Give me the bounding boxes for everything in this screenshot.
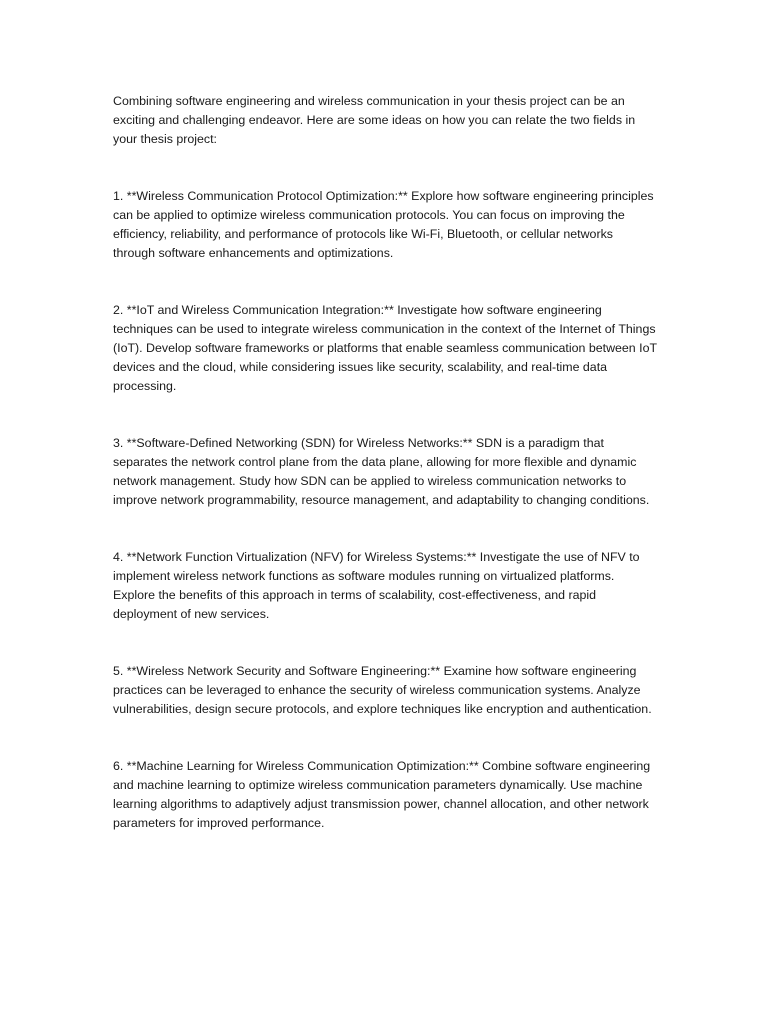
intro-paragraph: Combining software engineering and wireless communication in your thesis project can be an exciting and challenging endeavor. Here are some ideas on how you can relate the two fields in your thesis project: <box>113 94 636 146</box>
idea-item-1: 1. **Wireless Communication Protocol Optimization:** Explore how software engineering principles can be applied to optimize wireless communication protocols. You can focus on improving the efficiency, reliability, and performance of protocols like Wi-Fi, Bluetooth, or cellular networks through software enhancements and optimizations. <box>113 189 654 260</box>
idea-item-5: 5. **Wireless Network Security and Software Engineering:** Examine how software engineering practices can be leveraged to enhance the security of wireless communication systems. Analyze vulnerabilities, design secure protocols, and explore techniques like encryption and authentication. <box>113 664 652 716</box>
document-body <box>113 92 658 833</box>
idea-item-2: 2. **IoT and Wireless Communication Integration:** Investigate how software engineering techniques can be used to integrate wireless communication in the context of the Internet of Things (IoT). Develop software frameworks or platforms that enable seamless communication between IoT devices and the cloud, while considering issues like security, scalability, and real-time data processing. <box>113 303 657 393</box>
idea-item-6: 6. **Machine Learning for Wireless Communication Optimization:** Combine software engineering and machine learning to optimize wireless communication parameters dynamically. Use machine learning algorithms to adaptively adjust transmission power, channel allocation, and other network parameters for improved performance. <box>113 759 651 830</box>
idea-item-4: 4. **Network Function Virtualization (NFV) for Wireless Systems:** Investigate the use of NFV to implement wireless network functions as software modules running on virtualized platforms. Explore the benefits of this approach in terms of scalability, cost-effectiveness, and rapid deployment of new services. <box>113 550 640 621</box>
idea-item-3: 3. **Software-Defined Networking (SDN) for Wireless Networks:** SDN is a paradigm that separates the network control plane from the data plane, allowing for more flexible and dynamic network management. Study how SDN can be applied to wireless communication networks to improve network programmability, resource management, and adaptability to changing conditions. <box>113 436 650 507</box>
